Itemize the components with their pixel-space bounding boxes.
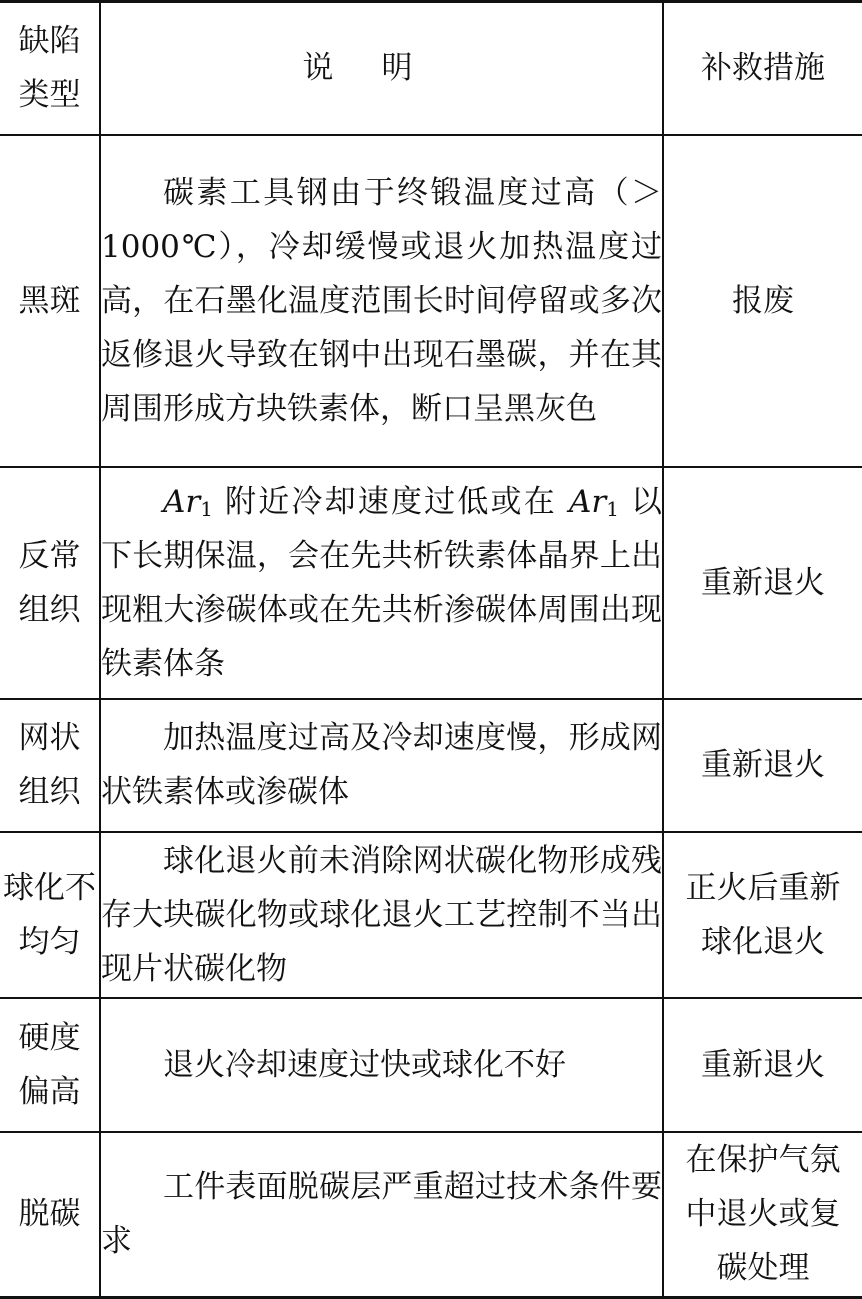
ar1-subscript: 1 [606,496,619,521]
table-row [0,699,862,832]
table-header-row [0,2,862,135]
table-row [0,832,862,998]
header-defect-type-label: 缺陷类型 [18,23,81,114]
defect-type-label: 黑斑 [18,282,81,319]
defect-type-cell [0,998,100,1132]
defect-type-cell [0,832,100,998]
remedy-text: 重新退火 [701,747,825,783]
table-row [0,135,862,467]
remedy-cell [663,699,862,832]
description-cell [100,699,663,832]
defect-type-cell [0,699,100,832]
remedy-text: 报废 [732,282,794,319]
table-row [0,1132,862,1298]
description-text: 退火冷却速度过快或球化不好 [163,1046,566,1083]
defect-type-label: 球化不均匀 [3,869,96,960]
defect-type-cell [0,467,100,699]
ar1-subscript: 1 [200,496,213,521]
ar1-symbol: Ar [568,483,607,520]
header-remedy-label: 补救措施 [701,50,825,87]
defect-type-label: 硬度偏高 [18,1019,81,1110]
defect-type-cell [0,1132,100,1298]
description-text: 球化退火前未消除网状碳化物形成残存大块碳化物或球化退火工艺控制不当出现片状碳化物 [101,842,662,987]
description-text: 工件表面脱碳层严重超过技术条件要求 [101,1169,662,1260]
header-description-label: 说明 [302,50,461,87]
description-cell [100,1132,663,1298]
remedy-cell [663,998,862,1132]
table-row [0,467,862,699]
remedy-text: 在保护气氛中退火或复碳处理 [685,1142,841,1287]
remedy-cell [663,135,862,467]
remedy-cell [663,467,862,699]
description-text: 碳素工具钢由于终锻温度过高（＞1000℃），冷却缓慢或退火加热温度过高，在石墨化温度范围长时间停留或多次返修退火导致在钢中出现石墨碳，并在其周围形成方块铁素体，断口呈黑灰色 [101,174,662,427]
description-cell [100,135,663,467]
defect-type-label: 反常组织 [18,537,81,628]
header-description [100,2,663,135]
description-part-2: 以下长期保温，会在先共析铁素体晶界上出现粗大渗碳体或在先共析渗碳体周围出现铁素体条 [101,483,662,682]
description-part-1: 附近冷却速度过低或在 [212,483,569,520]
description-cell [100,832,663,998]
header-defect-type [0,2,100,135]
description-text [101,475,662,691]
remedy-text: 重新退火 [701,564,825,601]
remedy-text: 重新退火 [701,1046,825,1083]
remedy-cell [663,1132,862,1298]
description-cell [100,467,663,699]
remedy-text: 正火后重新球化退火 [685,869,841,960]
defect-type-label: 网状组织 [18,720,81,810]
remedy-cell [663,832,862,998]
description-text: 加热温度过高及冷却速度慢，形成网状铁素体或渗碳体 [101,720,662,810]
header-remedy [663,2,862,135]
ar1-symbol: Ar [163,483,201,520]
table-row [0,998,862,1132]
defect-type-label: 脱碳 [18,1196,81,1233]
defect-type-cell [0,135,100,467]
description-cell [100,998,663,1132]
